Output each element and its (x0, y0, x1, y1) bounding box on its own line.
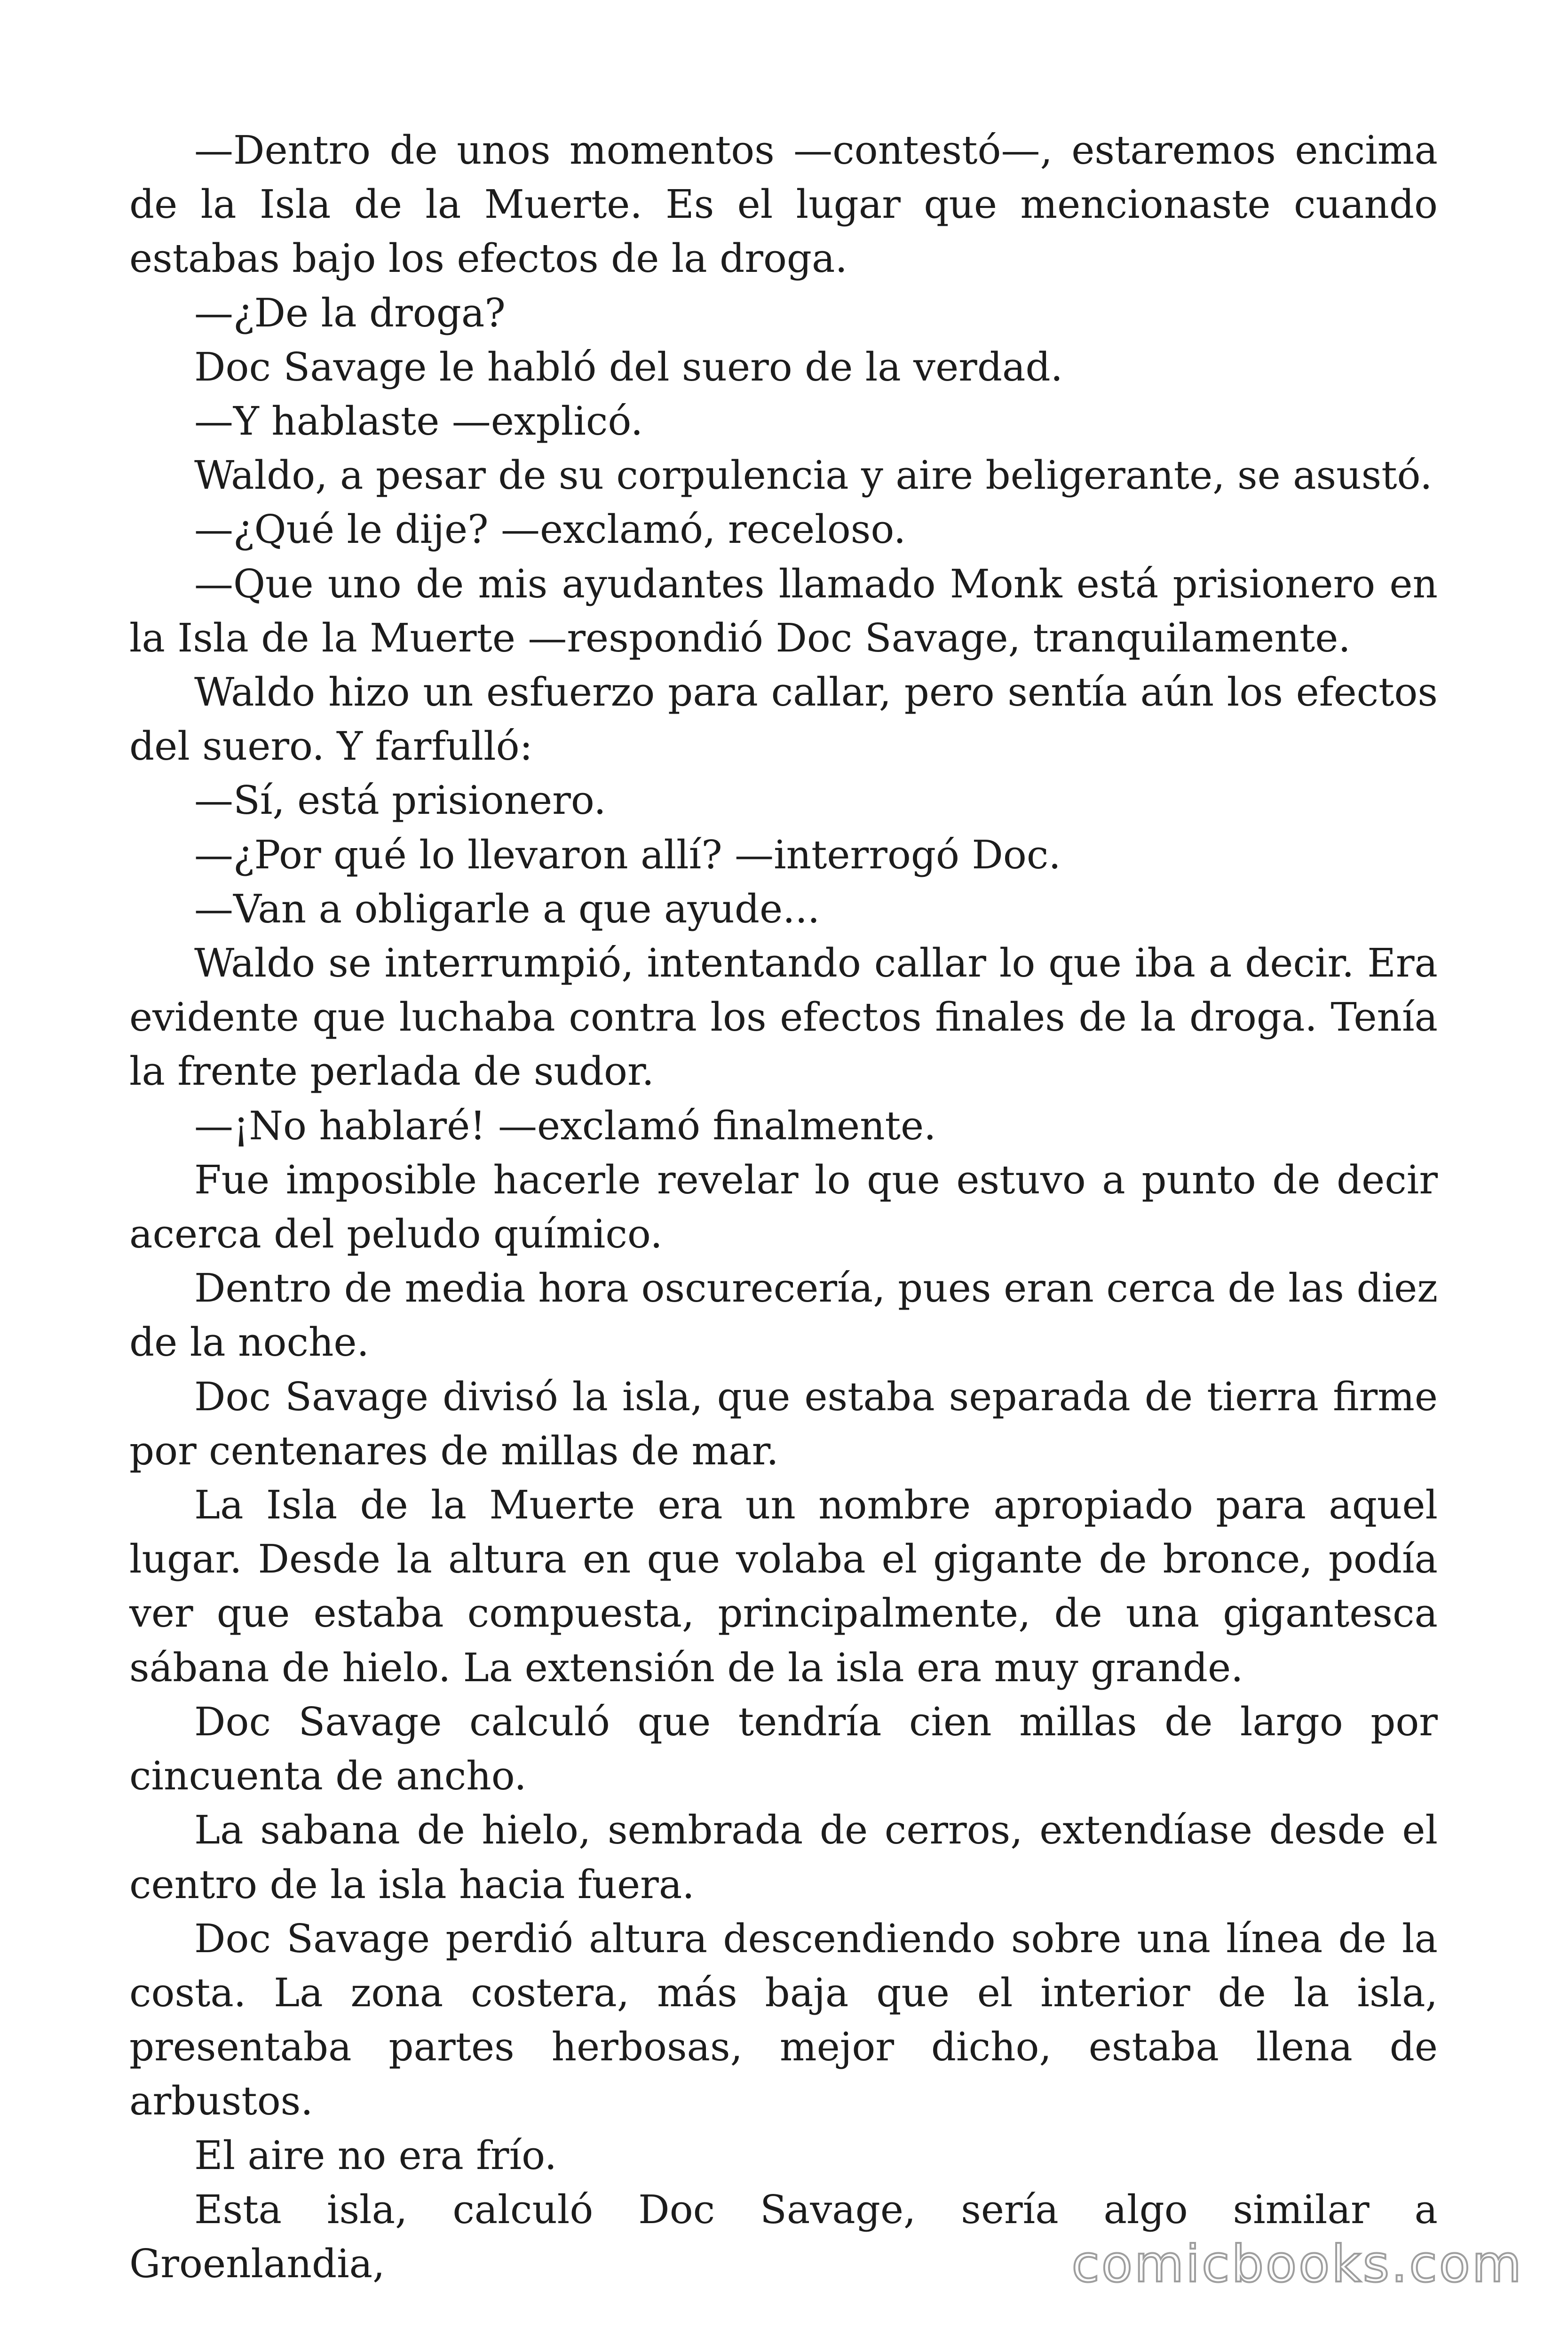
paragraph: —¿Qué le dije? —exclamó, receloso. (194, 507, 906, 553)
paragraph: —¿Por qué lo llevaron allí? —interrogó Doc. (194, 832, 1061, 878)
paragraph: Doc Savage calculó que tendría cien millas de largo por cincuenta de ancho. (129, 1699, 1438, 1799)
paragraph: Waldo hizo un esfuerzo para callar, pero sentía aún los efectos del suero. Y farfulló: (129, 669, 1438, 770)
paragraph: El aire no era frío. (194, 2132, 557, 2178)
paragraph: Doc Savage le habló del suero de la verdad. (194, 344, 1063, 390)
paragraph: Dentro de media hora oscurecería, pues eran cerca de las diez de la noche. (129, 1265, 1438, 1366)
paragraph: Waldo se interrumpió, intentando callar lo que iba a decir. Era evidente que luchaba contra los efectos finales de la droga. Tenía la frente perlada de sudor. (129, 940, 1438, 1095)
paragraph: —Van a obligarle a que ayude... (194, 886, 820, 932)
paragraph: La sabana de hielo, sembrada de cerros, extendíase desde el centro de la isla hacia fuera. (129, 1807, 1438, 1907)
paragraph: Esta isla, calculó Doc Savage, sería algo similar a Groenlandia, (129, 2186, 1438, 2287)
paragraph: —¡No hablaré! —exclamó finalmente. (194, 1103, 936, 1149)
body-text (129, 123, 1438, 2291)
paragraph: La Isla de la Muerte era un nombre apropiado para aquel lugar. Desde la altura en que volaba el gigante de bronce, podía ver que estaba compuesta, principalmente, de una gigantesca sábana de hielo. La extensión de la isla era muy grande. (129, 1482, 1438, 1691)
paragraph: Doc Savage divisó la isla, que estaba separada de tierra firme por centenares de millas de mar. (129, 1374, 1438, 1474)
paragraph: —¿De la droga? (194, 290, 506, 336)
paragraph: —Y hablaste —explicó. (194, 398, 643, 445)
paragraph: Waldo, a pesar de su corpulencia y aire beligerante, se asustó. (194, 453, 1433, 499)
paragraph: —Dentro de unos momentos —contestó—, estaremos encima de la Isla de la Muerte. Es el lugar que mencionaste cuando estabas bajo los efectos de la droga. (129, 127, 1438, 282)
paragraph: Doc Savage perdió altura descendiendo sobre una línea de la costa. La zona costera, más baja que el interior de la isla, presentaba partes herbosas, mejor dicho, estaba llena de arbustos. (129, 1915, 1438, 2124)
paragraph: —Sí, está prisionero. (194, 778, 606, 824)
watermark-text: comicbooks.com (1071, 2235, 1523, 2294)
paragraph: Fue imposible hacerle revelar lo que estuvo a punto de decir acerca del peludo químico. (129, 1157, 1438, 1257)
paragraph: —Que uno de mis ayudantes llamado Monk está prisionero en la Isla de la Muerte —respondió Doc Savage, tranquilamente. (129, 561, 1438, 661)
